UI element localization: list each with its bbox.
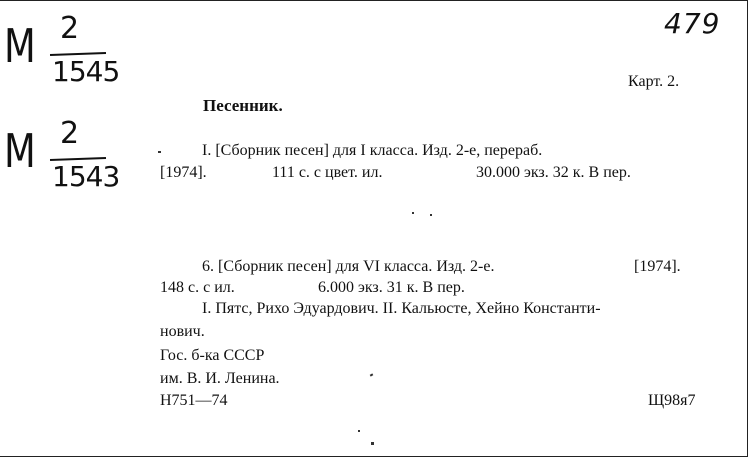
- entry-6-line1: 6. [Сборник песен] для VI класса. Изд. 2-е.: [202, 258, 495, 275]
- entry-6-copies: 6.000 экз. 31 к. В пер.: [318, 279, 465, 296]
- shelfmark-denominator: 1543: [52, 160, 120, 193]
- speck: [430, 214, 432, 216]
- speck: [158, 151, 161, 153]
- speck: [371, 442, 374, 445]
- library-line1: Гос. б-ка СССР: [160, 347, 265, 364]
- entry-1-year: [1974].: [160, 164, 207, 181]
- speck: [412, 212, 414, 214]
- library-line2: им. В. И. Ленина.: [160, 370, 280, 387]
- heading: Песенник.: [203, 96, 283, 115]
- entry-6-year: [1974].: [634, 258, 681, 275]
- footer-left: Н751—74: [160, 392, 228, 409]
- shelfmark-denominator: 1545: [52, 55, 120, 88]
- shelfmark-1: [0, 11, 130, 91]
- entry-1-line1: I. [Сборник песен] для I класса. Изд. 2-е, перераб.: [202, 142, 543, 159]
- entry-6-authors: I. Пятс, Рихо Эдуардович. II. Кальюсте, Хейно Константи-: [202, 300, 601, 317]
- footer-right: Щ98я7: [648, 392, 696, 409]
- card-label: Карт. 2.: [628, 73, 680, 90]
- shelfmark-letter: М: [4, 124, 35, 178]
- entry-1-copies: 30.000 экз. 32 к. В пер.: [476, 164, 631, 181]
- shelfmark-letter: М: [4, 19, 35, 73]
- entry-1-pages: 111 с. с цвет. ил.: [272, 164, 383, 181]
- speck: [358, 430, 360, 432]
- entry-6-pages: 148 с. с ил.: [160, 279, 235, 296]
- corner-number: 479: [664, 7, 721, 40]
- shelfmark-2: [0, 116, 130, 196]
- shelfmark-numerator: 2: [60, 11, 80, 46]
- entry-6-authors-cont: нович.: [160, 323, 205, 340]
- shelfmark-numerator: 2: [60, 116, 80, 151]
- speck: [370, 373, 374, 376]
